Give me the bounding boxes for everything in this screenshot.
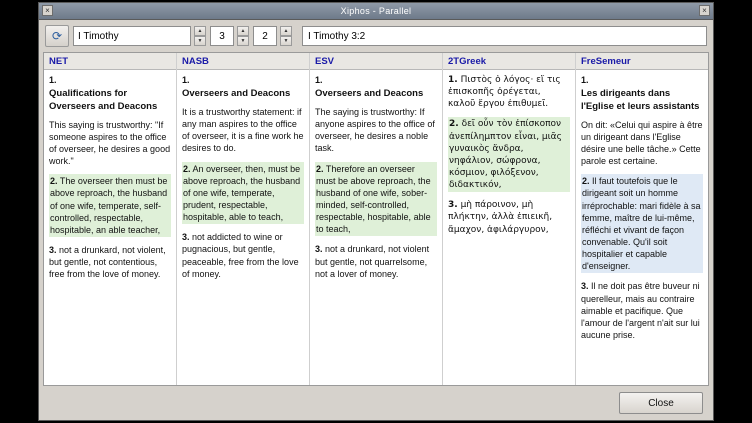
verse-number: 1.: [182, 75, 190, 85]
chapter-spinner-up[interactable]: ▲: [237, 26, 249, 36]
book-spinner[interactable]: [194, 26, 206, 46]
verse-number: 2.: [449, 119, 459, 130]
verse-spinner-up[interactable]: ▲: [280, 26, 292, 36]
verse-number: 1.: [315, 75, 323, 85]
verse-number: 1.: [49, 75, 57, 85]
verse-item: [49, 74, 171, 167]
refresh-icon[interactable]: ⟳: [45, 25, 69, 47]
verse-item: [315, 243, 437, 279]
verse-text: An overseer, then, must be above reproach, the husband of one wife, temperate, prudent, respectable, hospitable, able to teach,: [183, 163, 301, 223]
pane-body[interactable]: [576, 70, 708, 385]
verse-item: [581, 174, 703, 273]
section-title: Overseers and Deacons: [182, 88, 291, 100]
verse-item: [182, 74, 304, 155]
close-button[interactable]: Close: [619, 392, 703, 414]
verse-text: μὴ πάροινον, μὴ πλήκτην, ἀλλὰ ἐπιεικῆ, ἄμαχον, ἀφιλάργυρον,: [448, 200, 553, 235]
reference-input[interactable]: I Timothy 3:2: [302, 26, 707, 46]
verse-item: [581, 74, 703, 167]
verse-item: [448, 74, 570, 110]
parallel-panes: [43, 52, 709, 386]
book-spinner-up[interactable]: ▲: [194, 26, 206, 36]
pane-esv[interactable]: [310, 53, 443, 385]
verse-text: The saying is trustworthy: If anyone aspires to the office of overseer, he desires a noble task.: [315, 106, 435, 154]
window-title: Xiphos - Parallel: [340, 6, 412, 16]
section-title: Overseers and Deacons: [315, 88, 424, 100]
xiphos-parallel-window: [38, 2, 714, 421]
verse-spinner-down[interactable]: ▼: [280, 36, 292, 46]
verse-text: Πιστὸς ὁ λόγος· εἴ τις ἐπισκοπῆς ὀρέγεται, καλοῦ ἔργου ἐπιθυμεῖ.: [448, 75, 561, 110]
chapter-input[interactable]: 3: [210, 26, 234, 46]
verse-item: [315, 162, 437, 237]
navigation-toolbar: [39, 20, 713, 52]
verse-text: On dit: «Celui qui aspire à être un dirigeant dans l'Eglise désire une belle tâche.» Cette parole est certaine.: [581, 119, 703, 167]
section-title: Qualifications for Overseers and Deacons: [49, 88, 158, 112]
chapter-spinner-down[interactable]: ▼: [237, 36, 249, 46]
verse-text: Il faut toutefois que le dirigeant soit un homme irréprochable: mari fidèle à sa femme, maître de lui-même, réfléchi et vivant de façon convenable. Qu'il soit hospitalier et capable d'enseigner.: [582, 176, 701, 272]
pane-header[interactable]: 2TGreek: [443, 53, 575, 70]
verse-number: 3.: [581, 281, 589, 292]
section-title: Les dirigeants dans l'Eglise et leurs assistants: [581, 88, 700, 112]
verse-number: 3.: [448, 200, 458, 211]
verse-text: The overseer then must be above reproach, the husband of one wife, temperate, self-controlled, respectable, hospitable, an able teacher,: [50, 176, 168, 235]
pane-header[interactable]: NET: [44, 53, 176, 70]
book-input[interactable]: I Timothy: [73, 26, 191, 46]
window-footer: [39, 386, 713, 420]
verse-item: [448, 199, 570, 235]
verse-text: not a drunkard, not violent, but gentle, not contentious, free from the love of money.: [49, 245, 166, 280]
pane-header[interactable]: FreSemeur: [576, 53, 708, 70]
verse-number: 1.: [448, 75, 458, 85]
close-icon[interactable]: ×: [699, 5, 710, 16]
verse-text: δεῖ οὖν τὸν ἐπίσκοπον ἀνεπίλημπτον εἶναι, μιᾶς γυναικὸς ἄνδρα, νηφάλιον, σώφρονα, κόσμιον, φιλόξενον, διδακτικόν,: [449, 119, 562, 191]
chapter-spinner[interactable]: [237, 26, 249, 46]
verse-number: 2.: [50, 176, 58, 187]
pane-fresemeur[interactable]: [576, 53, 708, 385]
pane-body[interactable]: [310, 70, 442, 385]
book-spinner-down[interactable]: ▼: [194, 36, 206, 46]
window-menu-icon[interactable]: ×: [42, 5, 53, 16]
verse-item: [182, 231, 304, 280]
verse-number: 2.: [316, 163, 324, 174]
verse-text: Il ne doit pas être buveur ni querelleur, mais au contraire aimable et pacifique. Que l'amour de l'argent n'ait sur lui aucune prise.: [581, 281, 700, 341]
verse-number: 3.: [182, 232, 190, 243]
pane-body[interactable]: [443, 70, 575, 385]
window-titlebar: [39, 3, 713, 20]
verse-text: Therefore an overseer must be above reproach, the husband of one wife, sober-minded, self-controlled, respectable, hospitable, able to teach,: [316, 163, 431, 235]
verse-input[interactable]: 2: [253, 26, 277, 46]
verse-item: [49, 174, 171, 237]
verse-item: [448, 117, 570, 192]
verse-number: 3.: [49, 245, 57, 256]
verse-item: [581, 280, 703, 341]
verse-text: not a drunkard, not violent but gentle, not quarrelsome, not a lover of money.: [315, 244, 430, 279]
pane-net[interactable]: [44, 53, 177, 385]
verse-spinner[interactable]: [280, 26, 292, 46]
pane-header[interactable]: NASB: [177, 53, 309, 70]
pane-body[interactable]: [44, 70, 176, 385]
verse-text: not addicted to wine or pugnacious, but gentle, peaceable, free from the love of money.: [182, 232, 299, 279]
verse-number: 2.: [183, 163, 191, 174]
verse-text: This saying is trustworthy: "If someone aspires to the office of overseer, he desires a good work.": [49, 119, 171, 167]
pane-nasb[interactable]: [177, 53, 310, 385]
verse-item: [182, 162, 304, 225]
verse-item: [315, 74, 437, 155]
pane-body[interactable]: [177, 70, 309, 385]
verse-text: It is a trustworthy statement: if any man aspires to the office of overseer, it is a fine work he desires to do.: [182, 106, 304, 154]
verse-item: [49, 244, 171, 280]
verse-number: 1.: [581, 75, 589, 85]
verse-number: 2.: [582, 176, 590, 187]
verse-number: 3.: [315, 244, 323, 255]
pane-2tgreek[interactable]: [443, 53, 576, 385]
pane-header[interactable]: ESV: [310, 53, 442, 70]
